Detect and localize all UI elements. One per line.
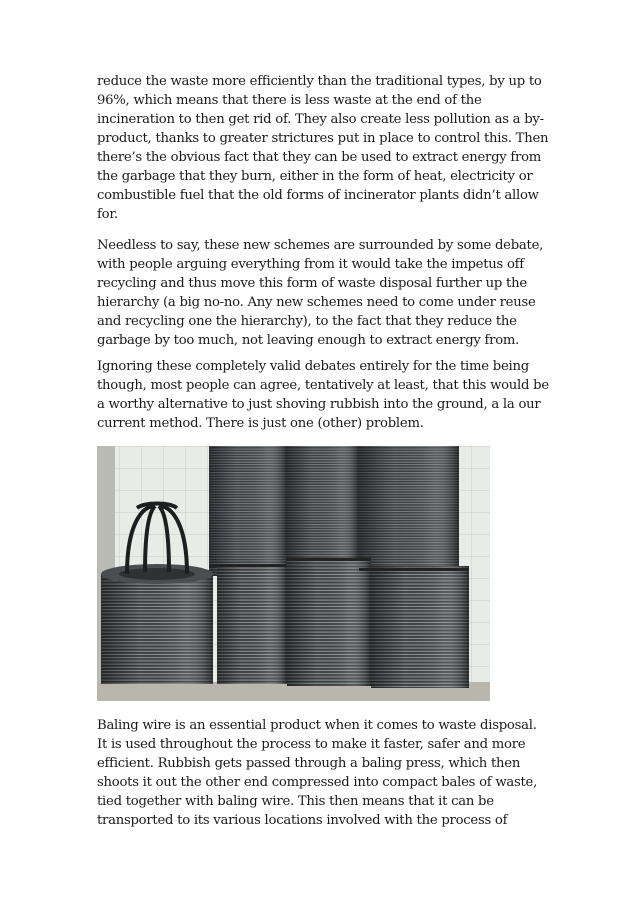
text-line: Needless to say, these new schemes are surrounded by some debate, [97, 238, 544, 253]
text-line: though, most people can agree, tentatively at least, that this would be [97, 378, 549, 393]
text-line: there’s the obvious fact that they can be used to extract energy from [97, 150, 542, 165]
paragraph-4 [97, 716, 547, 830]
text-line: hierarchy (a big no-no. Any new schemes need to come under reuse [97, 295, 536, 310]
text-line: incineration to then get rid of. They also create less pollution as a by- [97, 112, 544, 127]
text-line: tied together with baling wire. This then means that it can be [97, 794, 494, 809]
text-line: for. [97, 207, 118, 222]
text-line: recycling and thus move this form of waste disposal further up the [97, 276, 527, 291]
text-line: efficient. Rubbish gets passed through a baling press, which then [97, 756, 521, 771]
text-line: garbage by too much, not leaving enough to extract energy from. [97, 333, 520, 348]
text-line: Ignoring these completely valid debates entirely for the time being [97, 359, 529, 374]
text-line: a worthy alternative to just shoving rubbish into the ground, a la our [97, 397, 541, 412]
text-line: the garbage that they burn, either in the form of heat, electricity or [97, 169, 533, 184]
text-line: shoots it out the other end compressed into compact bales of waste, [97, 775, 538, 790]
text-line: with people arguing everything from it would take the impetus off [97, 257, 524, 272]
text-line: combustible fuel that the old forms of incinerator plants didn’t allow [97, 188, 539, 203]
text-line: and recycling one the hierarchy), to the fact that they reduce the [97, 314, 517, 329]
paragraph-3 [97, 357, 547, 433]
text-line: It is used throughout the process to make it faster, safer and more [97, 737, 526, 752]
text-line: current method. There is just one (other) problem. [97, 416, 424, 431]
text-line: product, thanks to greater strictures put in place to control this. Then [97, 131, 549, 146]
baling-wire-coils-photo [97, 446, 490, 701]
text-line: Baling wire is an essential product when it comes to waste disposal. [97, 718, 537, 733]
paragraph-1 [97, 72, 547, 224]
text-line: reduce the waste more efficiently than the traditional types, by up to [97, 74, 542, 89]
paragraph-2 [97, 236, 547, 350]
text-line: transported to its various locations involved with the process of [97, 813, 508, 828]
text-line: 96%, which means that there is less waste at the end of the [97, 93, 482, 108]
